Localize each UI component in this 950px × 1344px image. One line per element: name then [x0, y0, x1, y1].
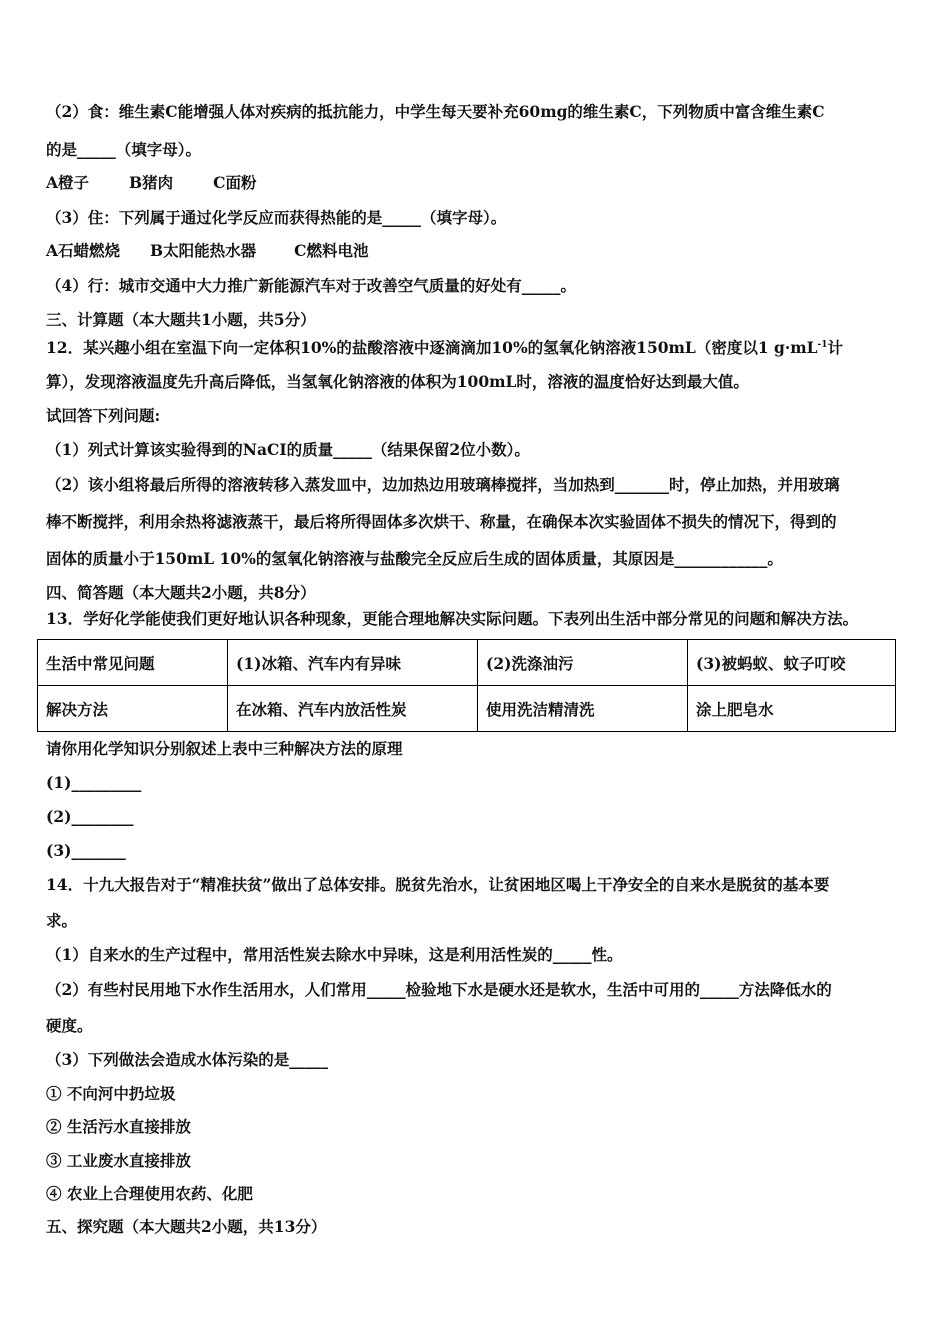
q12-line1: 12．某兴趣小组在室温下向一定体积10%的盐酸溶液中逐滴滴加10%的氢氧化钠溶液150mL（密度以1 $g\cdot mL^{-1}$计	[46, 338, 844, 358]
q14-option-4: ④ 农业上合理使用农药、化肥	[46, 1184, 253, 1203]
q11-part4: （4）行：城市交通中大力推广新能源汽车对于改善空气质量的好处有_____。	[46, 276, 577, 295]
q14-line1: 14．十九大报告对于“精准扶贫”做出了总体安排。脱贫先治水，让贫困地区喝上干净安全的自来水是脱贫的基本要	[46, 875, 830, 894]
q14-option-2: ② 生活污水直接排放	[46, 1117, 191, 1136]
table-cell: (3)被蚂蚁、蚊子叮咬	[688, 640, 896, 686]
q12-part1: （1）列式计算该实验得到的NaCI的质量_____（结果保留2位小数）。	[46, 440, 530, 459]
q12-part2-line1: （2）该小组将最后所得的溶液转移入蒸发皿中，边加热边用玻璃棒搅拌，当加热到_______时，停止加热，并用玻璃	[46, 475, 840, 494]
table-cell: 生活中常见问题	[38, 640, 228, 686]
option-c: C燃料电池	[294, 241, 369, 260]
q14-option-1: ① 不向河中扔垃圾	[46, 1084, 176, 1103]
option-c: C面粉	[213, 173, 257, 192]
q11-part2-line1: （2）食：维生素C能增强人体对疾病的抵抗能力，中学生每天要补充60mg的维生素C，下列物质中富含维生素C	[46, 102, 825, 121]
q14-part3: （3）下列做法会造成水体污染的是_____	[46, 1050, 329, 1069]
table-cell: 解决方法	[38, 686, 228, 732]
q14-line2: 求。	[46, 911, 78, 930]
section-3-heading: 三、计算题（本大题共1小题，共5分）	[46, 310, 316, 329]
section-4-heading: 四、简答题（本大题共2小题，共8分）	[46, 583, 316, 602]
option-a: A橙子	[46, 173, 90, 192]
table-row	[38, 686, 896, 732]
q12-part2-line2: 棒不断搅拌，利用余热将滤液蒸干，最后将所得固体多次烘干、称量，在确保本次实验固体不损失的情况下，得到的	[46, 512, 837, 531]
q13-question: 请你用化学知识分别叙述上表中三种解决方法的原理	[46, 739, 403, 758]
section-5-heading: 五、探究题（本大题共2小题，共13分）	[46, 1217, 327, 1236]
q13-table	[37, 639, 896, 732]
q14-part2-line2: 硬度。	[46, 1016, 93, 1035]
q11-part3: （3）住：下列属于通过化学反应而获得热能的是_____（填字母）。	[46, 208, 507, 227]
q11-part2-options	[46, 173, 910, 193]
table-cell: 在冰箱、汽车内放活性炭	[228, 686, 478, 732]
q11-part3-options	[46, 241, 910, 261]
table-cell: 涂上肥皂水	[688, 686, 896, 732]
q14-part1: （1）自来水的生产过程中，常用活性炭去除水中异味，这是利用活性炭的_____性。	[46, 945, 623, 964]
q13-intro: 13．学好化学能使我们更好地认识各种现象，更能合理地解决实际问题。下表列出生活中部分常见的问题和解决方法。	[46, 609, 859, 628]
option-b: B猪肉	[129, 173, 174, 192]
table-cell: (2)洗涤油污	[478, 640, 688, 686]
table-cell: (1)冰箱、汽车内有异味	[228, 640, 478, 686]
option-b: B太阳能热水器	[150, 241, 257, 260]
option-a: A石蜡燃烧	[46, 241, 121, 260]
q14-option-3: ③ 工业废水直接排放	[46, 1151, 191, 1170]
q12-line3: 试回答下列问题:	[46, 406, 161, 425]
table-cell: 使用洗洁精清洗	[478, 686, 688, 732]
q11-part2-line2: 的是_____（填字母）。	[46, 140, 202, 159]
q13-answer-2: (2)________	[46, 807, 134, 826]
q12-line2: 算），发现溶液温度先升高后降低，当氢氧化钠溶液的体积为100mL时，溶液的温度恰好达到最大值。	[46, 372, 749, 391]
q14-part2-line1: （2）有些村民用地下水作生活用水，人们常用_____检验地下水是硬水还是软水，生活中可用的_____方法降低水的	[46, 980, 832, 999]
table-row	[38, 640, 896, 686]
q12-part2-line3: 固体的质量小于150mL 10%的氢氧化钠溶液与盐酸完全反应后生成的固体质量，其原因是____________。	[46, 549, 783, 568]
q13-answer-3: (3)_______	[46, 841, 126, 860]
q13-answer-1: (1)_________	[46, 773, 142, 792]
